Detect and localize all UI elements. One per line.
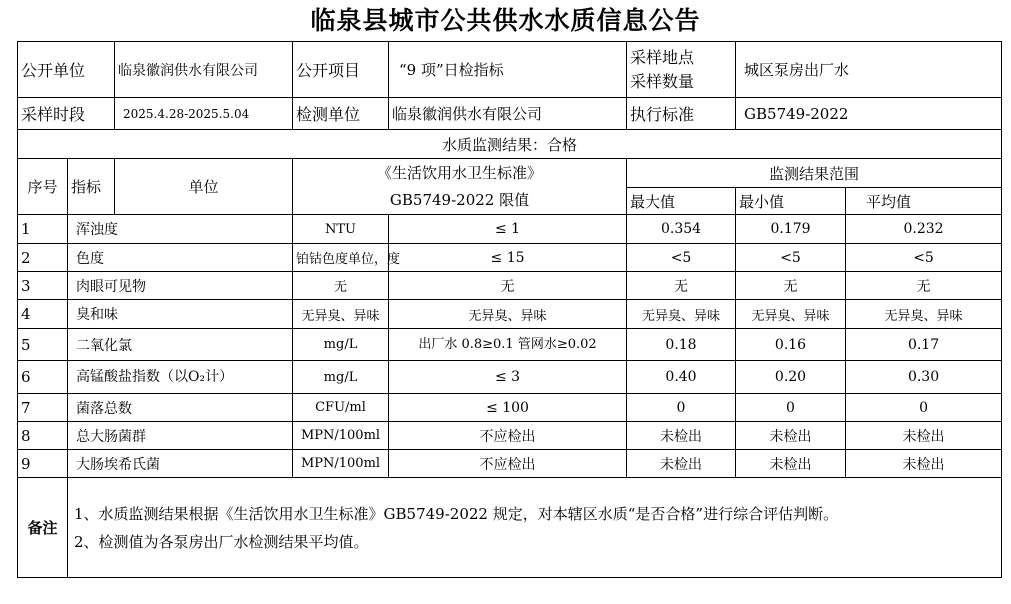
row-max: 未检出	[627, 450, 736, 478]
row-limit: 无异臭、异味	[389, 300, 627, 329]
table-row	[18, 450, 1002, 478]
item-value: “9 项”日检指标	[389, 42, 627, 98]
row-max: 0.354	[627, 215, 736, 244]
result-banner: 水质监测结果：合格	[18, 130, 1002, 159]
row-max: 0.18	[627, 329, 736, 361]
row-min: 0.179	[736, 215, 846, 244]
row-limit: 不应检出	[389, 422, 627, 450]
row-no: 1	[18, 215, 68, 244]
row-limit: ≤ 100	[389, 394, 627, 422]
location-value: 城区泵房出厂水	[736, 42, 1002, 98]
row-indicator: 肉眼可见物	[68, 272, 293, 300]
info-row-2	[18, 98, 1002, 130]
row-min: 0.16	[736, 329, 846, 361]
table-row	[18, 422, 1002, 450]
row-avg: 0.232	[846, 215, 1002, 244]
row-avg: 0.17	[846, 329, 1002, 361]
period-label: 采样时段	[18, 98, 115, 130]
row-indicator: 色度	[68, 244, 293, 272]
row-no: 4	[18, 300, 68, 329]
row-indicator: 臭和味	[68, 300, 293, 329]
table-row	[18, 394, 1002, 422]
row-limit: ≤ 15	[389, 244, 627, 272]
lab-value: 临泉徽润供水有限公司	[389, 98, 627, 130]
col-limit-header	[293, 159, 627, 215]
table-row	[18, 215, 1002, 244]
row-avg: 0.30	[846, 361, 1002, 394]
row-avg: 未检出	[846, 422, 1002, 450]
row-min: 无异臭、异味	[736, 300, 846, 329]
row-unit: 无	[293, 272, 389, 300]
col-indicator-header: 指标	[68, 159, 115, 215]
row-no: 6	[18, 361, 68, 394]
row-max: <5	[627, 244, 736, 272]
row-limit: 不应检出	[389, 450, 627, 478]
table-row	[18, 361, 1002, 394]
table-row	[18, 329, 1002, 361]
publisher-label: 公开单位	[18, 42, 115, 98]
lab-label: 检测单位	[293, 98, 389, 130]
row-max: 0.40	[627, 361, 736, 394]
column-header-row-1	[18, 159, 1002, 188]
row-unit: 铂钴色度单位，度	[293, 244, 389, 272]
standard-label: 执行标准	[627, 98, 736, 130]
info-row-1	[18, 42, 1002, 98]
remarks-row	[18, 478, 1002, 578]
row-indicator: 高锰酸盐指数（以O₂计）	[68, 361, 293, 394]
row-indicator: 二氧化氯	[68, 329, 293, 361]
col-avg-header: 平均值	[846, 188, 1002, 215]
result-row	[18, 130, 1002, 159]
row-indicator: 总大肠菌群	[68, 422, 293, 450]
row-unit: MPN/100ml	[293, 422, 389, 450]
row-limit: 出厂水 0.8≥0.1 管网水≥0.02	[389, 329, 627, 361]
row-no: 7	[18, 394, 68, 422]
row-no: 8	[18, 422, 68, 450]
row-avg: 无异臭、异味	[846, 300, 1002, 329]
publisher-value: 临泉徽润供水有限公司	[115, 42, 293, 98]
col-min-header: 最小值	[736, 188, 846, 215]
row-indicator: 大肠埃希氏菌	[68, 450, 293, 478]
row-unit: mg/L	[293, 329, 389, 361]
row-no: 5	[18, 329, 68, 361]
remarks-content	[68, 478, 1002, 578]
remark-note-2: 2、检测值为各泵房出厂水检测结果平均值。	[74, 532, 369, 551]
remark-note-1: 1、水质监测结果根据《生活饮用水卫生标准》GB5749-2022 规定，对本辖区水质“是否合格”进行综合评估判断。	[74, 504, 839, 523]
col-unit-header: 单位	[115, 159, 293, 215]
remarks-label: 备注	[18, 478, 68, 578]
col-max-header: 最大值	[627, 188, 736, 215]
row-unit: NTU	[293, 215, 389, 244]
row-avg: 0	[846, 394, 1002, 422]
row-no: 2	[18, 244, 68, 272]
row-max: 未检出	[627, 422, 736, 450]
row-avg: <5	[846, 244, 1002, 272]
limit-header-line1: 《生活饮用水卫生标准》	[377, 163, 543, 182]
row-limit: 无	[389, 272, 627, 300]
table-row	[18, 272, 1002, 300]
row-min: 未检出	[736, 450, 846, 478]
row-unit: MPN/100ml	[293, 450, 389, 478]
row-no: 9	[18, 450, 68, 478]
row-unit: mg/L	[293, 361, 389, 394]
row-min: <5	[736, 244, 846, 272]
row-unit: 无异臭、异味	[293, 300, 389, 329]
row-max: 0	[627, 394, 736, 422]
table-row	[18, 244, 1002, 272]
row-min: 未检出	[736, 422, 846, 450]
limit-header-line2: GB5749-2022 限值	[389, 190, 530, 209]
row-no: 3	[18, 272, 68, 300]
row-limit: ≤ 3	[389, 361, 627, 394]
location-labels	[627, 42, 736, 98]
row-limit: ≤ 1	[389, 215, 627, 244]
page-title: 临泉县城市公共供水水质信息公告	[310, 6, 701, 35]
water-quality-table	[17, 41, 1002, 578]
table-row	[18, 300, 1002, 329]
row-min: 0.20	[736, 361, 846, 394]
standard-value: GB5749-2022	[736, 98, 1002, 130]
row-min: 0	[736, 394, 846, 422]
location-label: 采样地点	[630, 47, 695, 67]
row-avg: 未检出	[846, 450, 1002, 478]
row-avg: 无	[846, 272, 1002, 300]
row-indicator: 浑浊度	[68, 215, 293, 244]
row-indicator: 菌落总数	[68, 394, 293, 422]
col-range-header: 监测结果范围	[627, 159, 1002, 188]
col-no-header: 序号	[18, 159, 68, 215]
row-min: 无	[736, 272, 846, 300]
item-label: 公开项目	[293, 42, 389, 98]
row-max: 无异臭、异味	[627, 300, 736, 329]
row-max: 无	[627, 272, 736, 300]
period-value: 2025.4.28-2025.5.04	[115, 98, 293, 130]
quantity-label: 采样数量	[630, 71, 695, 91]
row-unit: CFU/ml	[293, 394, 389, 422]
